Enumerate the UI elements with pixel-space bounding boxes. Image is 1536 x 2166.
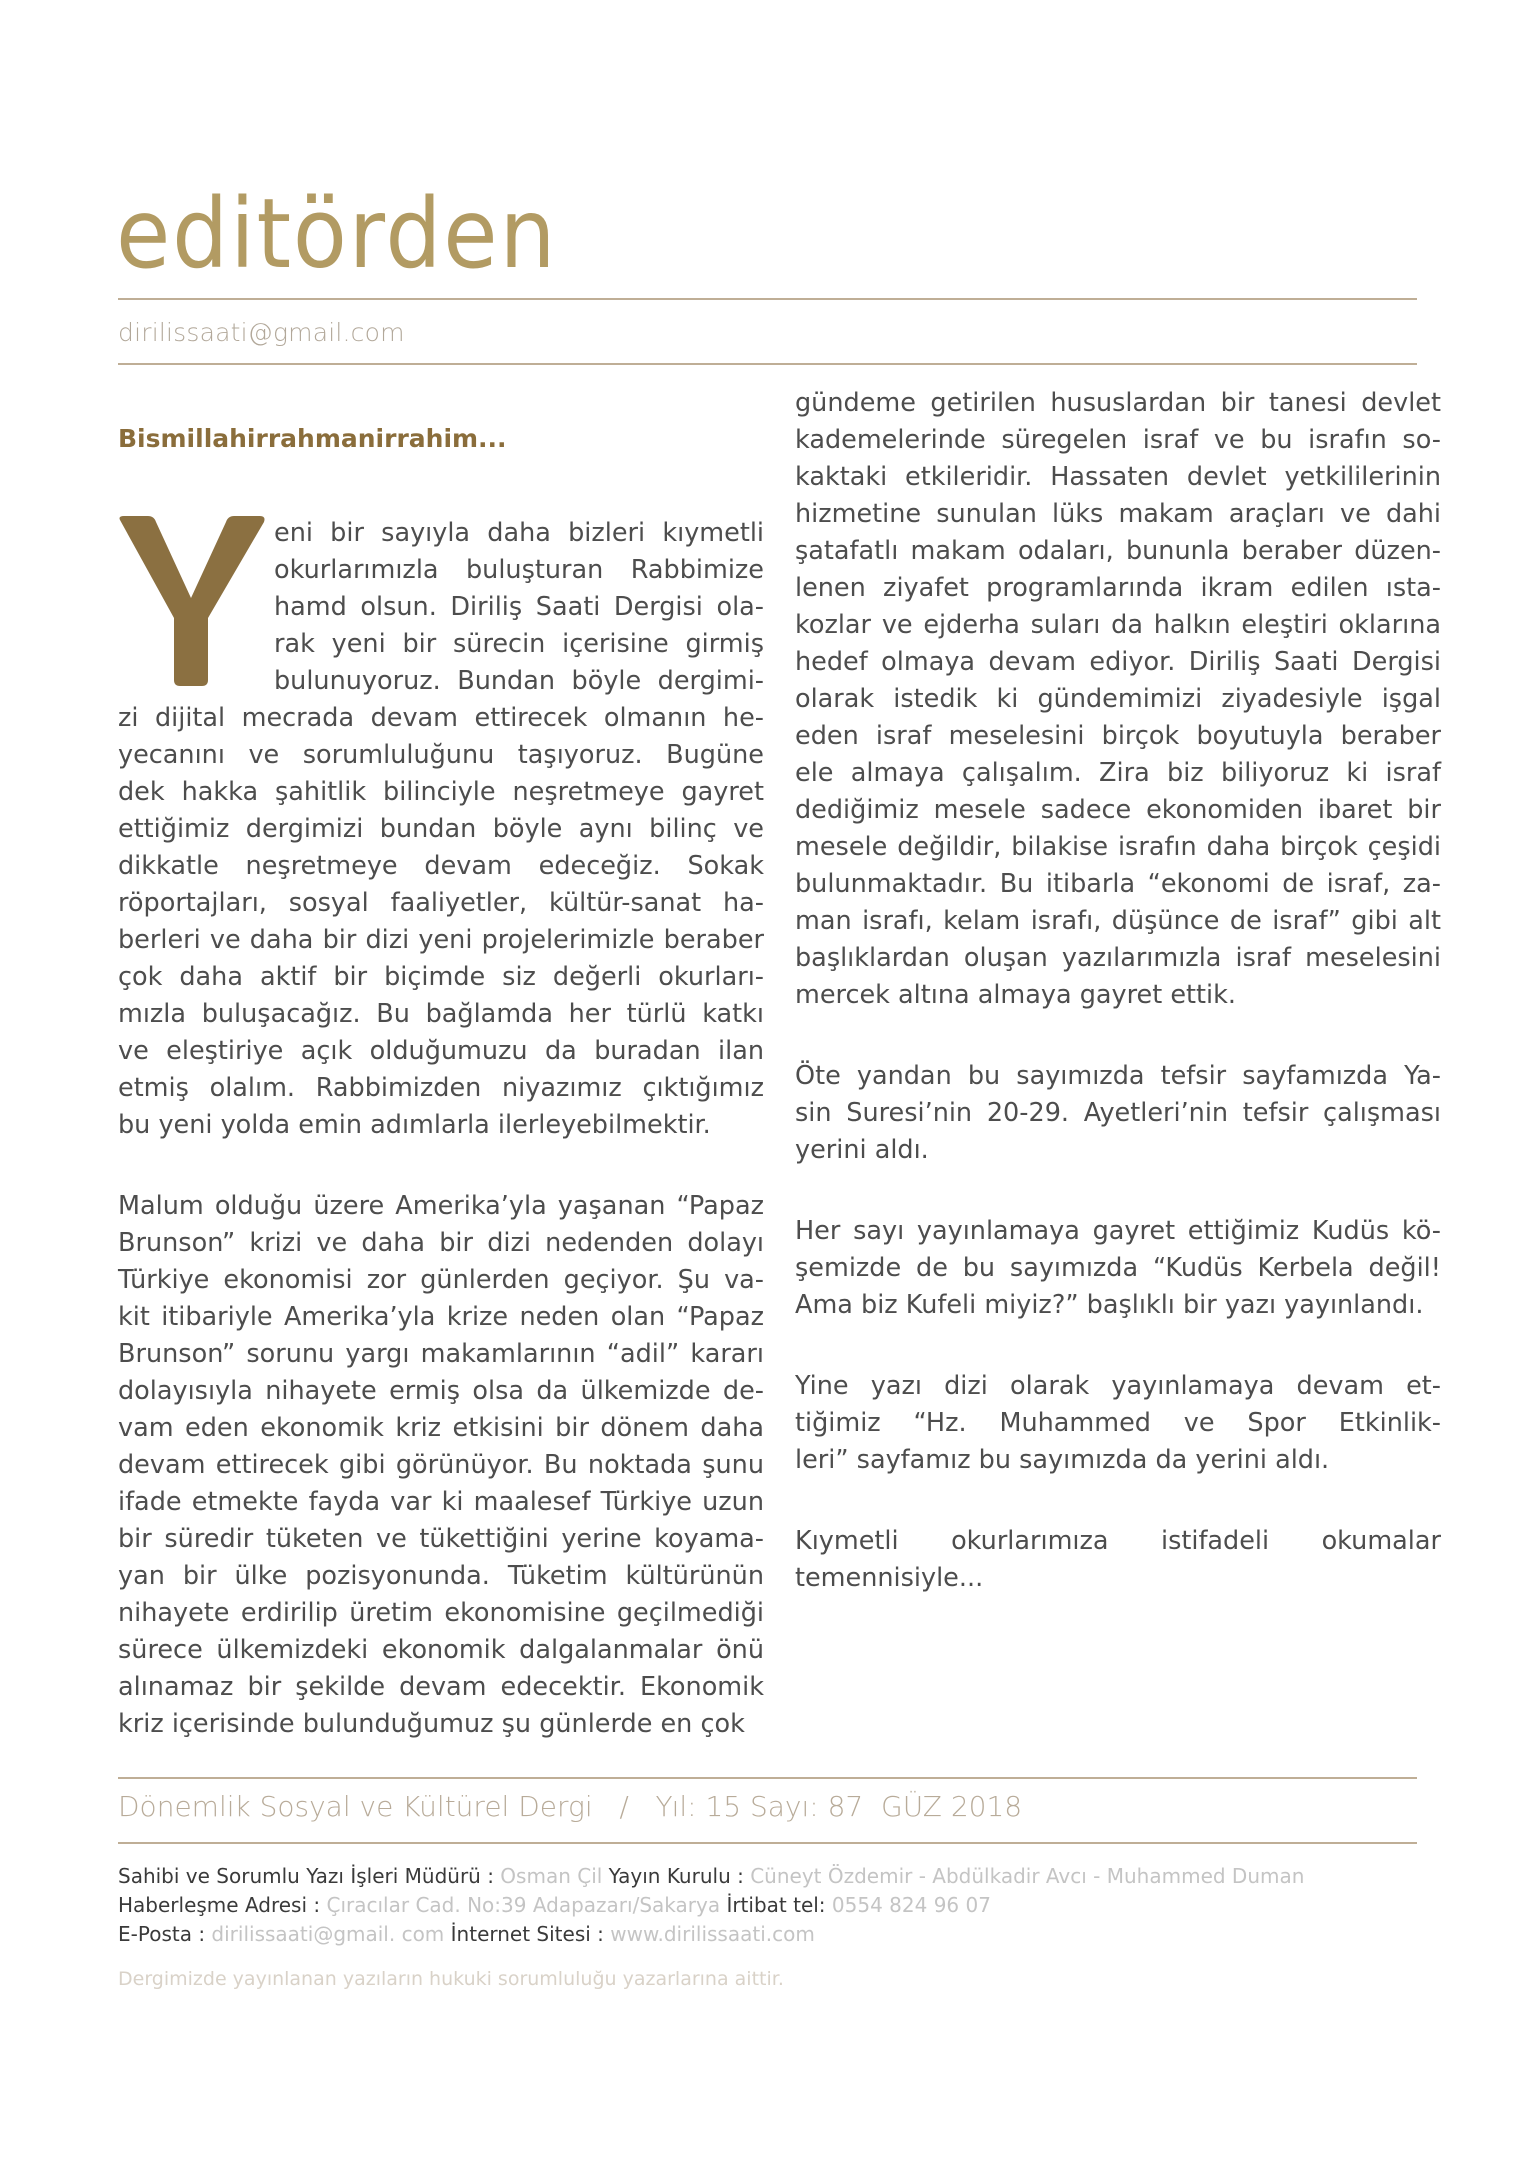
text-line: mızla buluşacağız. Bu bağlamda her türlü katkı <box>118 999 764 1029</box>
text-line: kozlar ve ejderha suları da halkın eleştiri oklarına <box>795 610 1441 640</box>
paragraph-gap <box>795 1324 1441 1368</box>
article-right-column <box>795 385 1441 1597</box>
text-line: dediğimiz mesele sadece ekonomiden ibaret bir <box>795 795 1441 825</box>
header-email: dirilissaati@gmail.com <box>118 318 405 347</box>
text-line: olarak istedik ki gündemimizi ziyadesiyle işgal <box>795 684 1441 714</box>
issue-info: Yıl: 15 Sayı: 87 GÜZ 2018 <box>655 1790 1023 1823</box>
text-line: gündeme getirilen hususlardan bir tanesi devlet <box>795 388 1441 418</box>
text-line: eni bir sayıyla daha bizleri kıymetli <box>274 518 764 548</box>
text-line: Malum olduğu üzere Amerika’yla yaşanan “Papaz <box>118 1191 764 1221</box>
text-line: temennisiyle... <box>795 1563 984 1593</box>
paragraph-gap <box>795 1014 1441 1058</box>
phone-value: 0554 824 96 07 <box>831 1893 991 1917</box>
address-label: Haberleşme Adresi : <box>118 1893 321 1917</box>
text-line: bulunmaktadır. Bu itibarla “ekonomi de israf, za- <box>795 869 1441 899</box>
separator: / <box>619 1790 629 1823</box>
text-line: man israfı, kelam israfı, düşünce de israf” gibi alt <box>795 906 1441 936</box>
footer-divider-bottom <box>118 1842 1417 1844</box>
text-line: mercek altına almaya gayret ettik. <box>795 980 1236 1010</box>
board-label: Yayın Kurulu : <box>608 1864 744 1888</box>
text-line: Yine yazı dizi olarak yayınlamaya devam et- <box>795 1371 1441 1401</box>
paragraph-gap <box>795 1169 1441 1213</box>
text-line: rak yeni bir sürecin içerisine girmiş <box>274 629 764 659</box>
text-line: devam ettirecek gibi görünüyor. Bu noktada şunu <box>118 1450 764 1480</box>
text-line: dek hakka şahitlik bilinciyle neşretmeye gayret <box>118 777 764 807</box>
page-title <box>116 178 596 290</box>
paragraph <box>118 515 764 1144</box>
credits-row-2 <box>118 1891 1304 1920</box>
text-line: zi dijital mecrada devam ettirecek olmanın he- <box>118 703 764 733</box>
paragraph <box>795 1523 1441 1597</box>
text-line: şemizde de bu sayımızda “Kudüs Kerbela değil! <box>795 1253 1441 1283</box>
text-line: tiğimiz “Hz. Muhammed ve Spor Etkinlik- <box>795 1408 1441 1438</box>
paragraph <box>795 1058 1441 1169</box>
text-line: dolayısıyla nihayete ermiş olsa da ülkemizde de- <box>118 1376 764 1406</box>
text-line: hamd olsun. Diriliş Saati Dergisi ola- <box>274 592 764 622</box>
text-line: kit itibariyle Amerika’yla krize neden olan “Papaz <box>118 1302 764 1332</box>
text-line: şatafatlı makam odaları, bununla beraber düzen- <box>795 536 1441 566</box>
text-line: ele almaya çalışalım. Zira biz biliyoruz ki israf <box>795 758 1441 788</box>
text-line: Ama biz Kufeli miyiz?” başlıklı bir yazı yayınlandı. <box>795 1290 1424 1320</box>
disclaimer: Dergimizde yayınlanan yazıların hukuki sorumluluğu yazarlarına aittir. <box>118 1968 784 1990</box>
text-line: bu yeni yolda emin adımlarla ilerleyebilmektir. <box>118 1110 711 1140</box>
text-line: dikkatle neşretmeye devam edeceğiz. Sokak <box>118 851 764 881</box>
credits <box>118 1862 1304 1949</box>
paragraph-gap <box>118 1144 764 1188</box>
text-line: kriz içerisinde bulunduğumuz şu günlerde en çok <box>118 1709 745 1739</box>
text-line: Türkiye ekonomisi zor günlerden geçiyor. Şu va- <box>118 1265 764 1295</box>
text-line: Her sayı yayınlamaya gayret ettiğimiz Kudüs kö- <box>795 1216 1441 1246</box>
credits-row-3 <box>118 1920 1304 1949</box>
text-line: kademelerinde süregelen israf ve bu israfın so- <box>795 425 1441 455</box>
text-line: hedef olmaya devam ediyor. Diriliş Saati Dergisi <box>795 647 1441 677</box>
text-line: bulunuyoruz. Bundan böyle dergimi- <box>274 666 764 696</box>
paragraph <box>795 1213 1441 1324</box>
text-line: etmiş olalım. Rabbimizden niyazımız çıktığımız <box>118 1073 764 1103</box>
text-line: berleri ve daha bir dizi yeni projelerimizle beraber <box>118 925 764 955</box>
email-link[interactable]: dirilissaati@gmail. com <box>211 1922 445 1946</box>
header-divider-top <box>118 298 1417 300</box>
publication-type: Dönemlik Sosyal ve Kültürel Dergi <box>118 1790 593 1823</box>
phone-label: İrtibat tel: <box>726 1893 826 1917</box>
paragraph <box>118 1188 764 1743</box>
owner-value: Osman Çil <box>500 1864 603 1888</box>
website-link[interactable]: www.dirilissaati.com <box>610 1922 815 1946</box>
text-line: röportajları, sosyal faaliyetler, kültür-sanat ha- <box>118 888 764 918</box>
paragraph <box>795 1368 1441 1479</box>
text-line: alınamaz bir şekilde devam edecektir. Ekonomik <box>118 1672 764 1702</box>
owner-label: Sahibi ve Sorumlu Yazı İşleri Müdürü : <box>118 1864 494 1888</box>
credits-row-1 <box>118 1862 1304 1891</box>
article-left-column <box>118 515 764 1743</box>
text-line: ettiğimiz dergimizi bundan böyle aynı bilinç ve <box>118 814 764 844</box>
header-divider-bottom <box>118 363 1417 365</box>
text-line: ve eleştiriye açık olduğumuzu da buradan ilan <box>118 1036 764 1066</box>
paragraph-gap <box>795 1479 1441 1523</box>
email-label: E-Posta : <box>118 1922 206 1946</box>
text-line: yerini aldı. <box>795 1135 929 1165</box>
text-line: Brunson” sorunu yargı makamlarının “adil” kararı <box>118 1339 764 1369</box>
text-line: sürece ülkemizdeki ekonomik dalgalanmalar önü <box>118 1635 764 1665</box>
text-line: Brunson” krizi ve daha bir dizi nedenden dolayı <box>118 1228 764 1258</box>
text-line: vam eden ekonomik kriz etkisini bir dönem daha <box>118 1413 764 1443</box>
publication-info <box>118 1790 1022 1823</box>
footer-divider-top <box>118 1777 1417 1779</box>
text-line: ifade etmekte fayda var ki maalesef Türkiye uzun <box>118 1487 764 1517</box>
text-line: Kıymetli okurlarımıza istifadeli okumalar <box>795 1526 1441 1556</box>
text-line: yan bir ülke pozisyonunda. Tüketim kültürünün <box>118 1561 764 1591</box>
text-line: okurlarımızla buluşturan Rabbimize <box>274 555 764 585</box>
text-line: yecanını ve sorumluluğunu taşıyoruz. Bugüne <box>118 740 764 770</box>
paragraph <box>795 385 1441 1014</box>
text-line: leri” sayfamız bu sayımızda da yerini aldı. <box>795 1445 1330 1475</box>
text-line: hizmetine sunulan lüks makam araçları ve dahi <box>795 499 1441 529</box>
website-label: İnternet Sitesi : <box>450 1922 604 1946</box>
greeting: Bismillahirrahmanirrahim... <box>118 424 507 453</box>
text-line: mesele değildir, bilakise israfın daha birçok çeşidi <box>795 832 1441 862</box>
text-line: nihayete erdirilip üretim ekonomisine geçilmediği <box>118 1598 764 1628</box>
text-line: eden israf meselesini birçok boyutuyla beraber <box>795 721 1441 751</box>
address-value: Çıracılar Cad. No:39 Adapazarı/Sakarya <box>326 1893 721 1917</box>
text-line: sin Suresi’nin 20-29. Ayetleri’nin tefsir çalışması <box>795 1098 1441 1128</box>
text-line: bir süredir tüketen ve tükettiğini yerine koyama- <box>118 1524 764 1554</box>
text-line: Öte yandan bu sayımızda tefsir sayfamızda Ya- <box>795 1061 1441 1091</box>
text-line: başlıklardan oluşan yazılarımızla israf meselesini <box>795 943 1441 973</box>
text-line: lenen ziyafet programlarında ikram edilen ısta- <box>795 573 1441 603</box>
text-line: çok daha aktif bir biçimde siz değerli okurları- <box>118 962 764 992</box>
page-title-text: editörden <box>116 178 558 290</box>
text-line: kaktaki etkileridir. Hassaten devlet yetkililerinin <box>795 462 1441 492</box>
board-value: Cüneyt Özdemir - Abdülkadir Avcı - Muhammed Duman <box>750 1864 1305 1888</box>
